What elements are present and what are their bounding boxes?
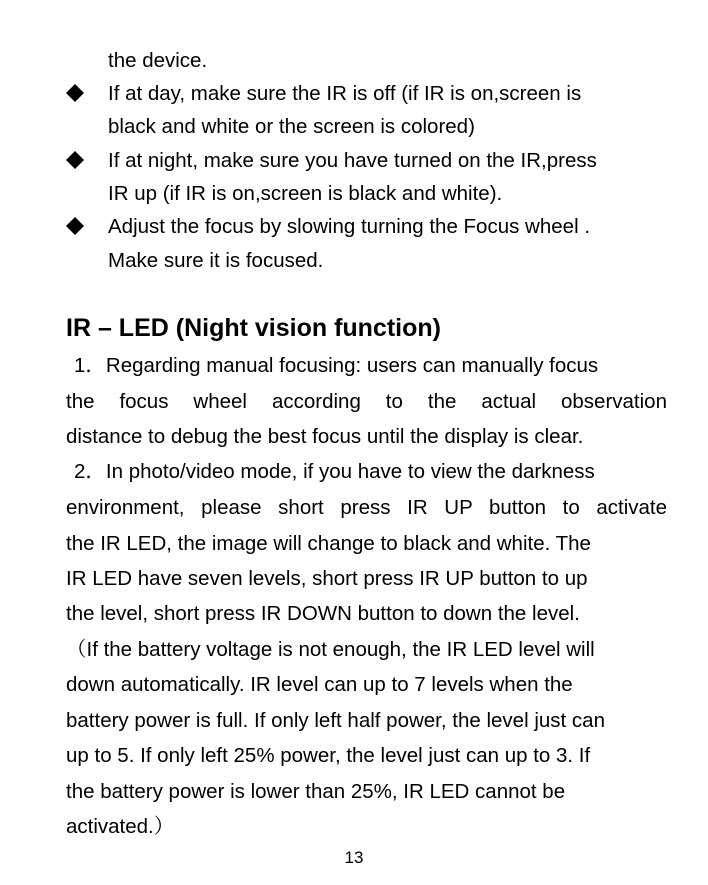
note-line-1: （If the battery voltage is not enough, the IR LED level will [66, 638, 595, 661]
page-number: 13 [344, 848, 364, 867]
note-line-2: down automatically. IR level can up to 7 levels when the [66, 673, 573, 696]
paragraph-2-line-2: environment, please short press IR UP button to activate [66, 496, 667, 519]
note-line-6: activated.） [66, 815, 175, 838]
diamond-bullet-icon [66, 217, 84, 235]
diamond-bullet-icon [66, 151, 84, 169]
paragraph-2-line-4: IR LED have seven levels, short press IR UP button to up [66, 567, 588, 590]
note-line-3: battery power is full. If only left half power, the level just can [66, 709, 605, 732]
paragraph-2-line-3: the IR LED, the image will change to black and white. The [66, 532, 591, 555]
note-line-4: up to 5. If only left 25% power, the level just can up to 3. If [66, 744, 591, 767]
paragraph-2-line-1: 2．In photo/video mode, if you have to view the darkness [74, 460, 595, 483]
section-heading: IR – LED (Night vision function) [66, 314, 441, 342]
diamond-bullet-icon [66, 84, 84, 102]
paragraph-1-line-3: distance to debug the best focus until the display is clear. [66, 425, 584, 448]
note-line-5: the battery power is lower than 25%, IR LED cannot be [66, 780, 566, 803]
bullet-item-1-line-1: If at day, make sure the IR is off (if IR is on,screen is [108, 82, 582, 105]
bullet-item-3-line-2: Make sure it is focused. [108, 249, 324, 272]
paragraph-2-line-5: the level, short press IR DOWN button to down the level. [66, 602, 580, 625]
bullet-item-2-line-1: If at night, make sure you have turned on the IR,press [108, 149, 597, 172]
bullet-item-1-line-2: black and white or the screen is colored) [108, 115, 475, 138]
paragraph-1-line-1: 1．Regarding manual focusing: users can manually focus [74, 354, 599, 377]
bullet-item-3-line-1: Adjust the focus by slowing turning the Focus wheel . [108, 215, 591, 238]
paragraph-1-line-2: the focus wheel according to the actual observation [66, 390, 667, 413]
bullet-item-2-line-2: IR up (if IR is on,screen is black and white). [108, 182, 503, 205]
continuation-text: the device. [108, 49, 208, 72]
